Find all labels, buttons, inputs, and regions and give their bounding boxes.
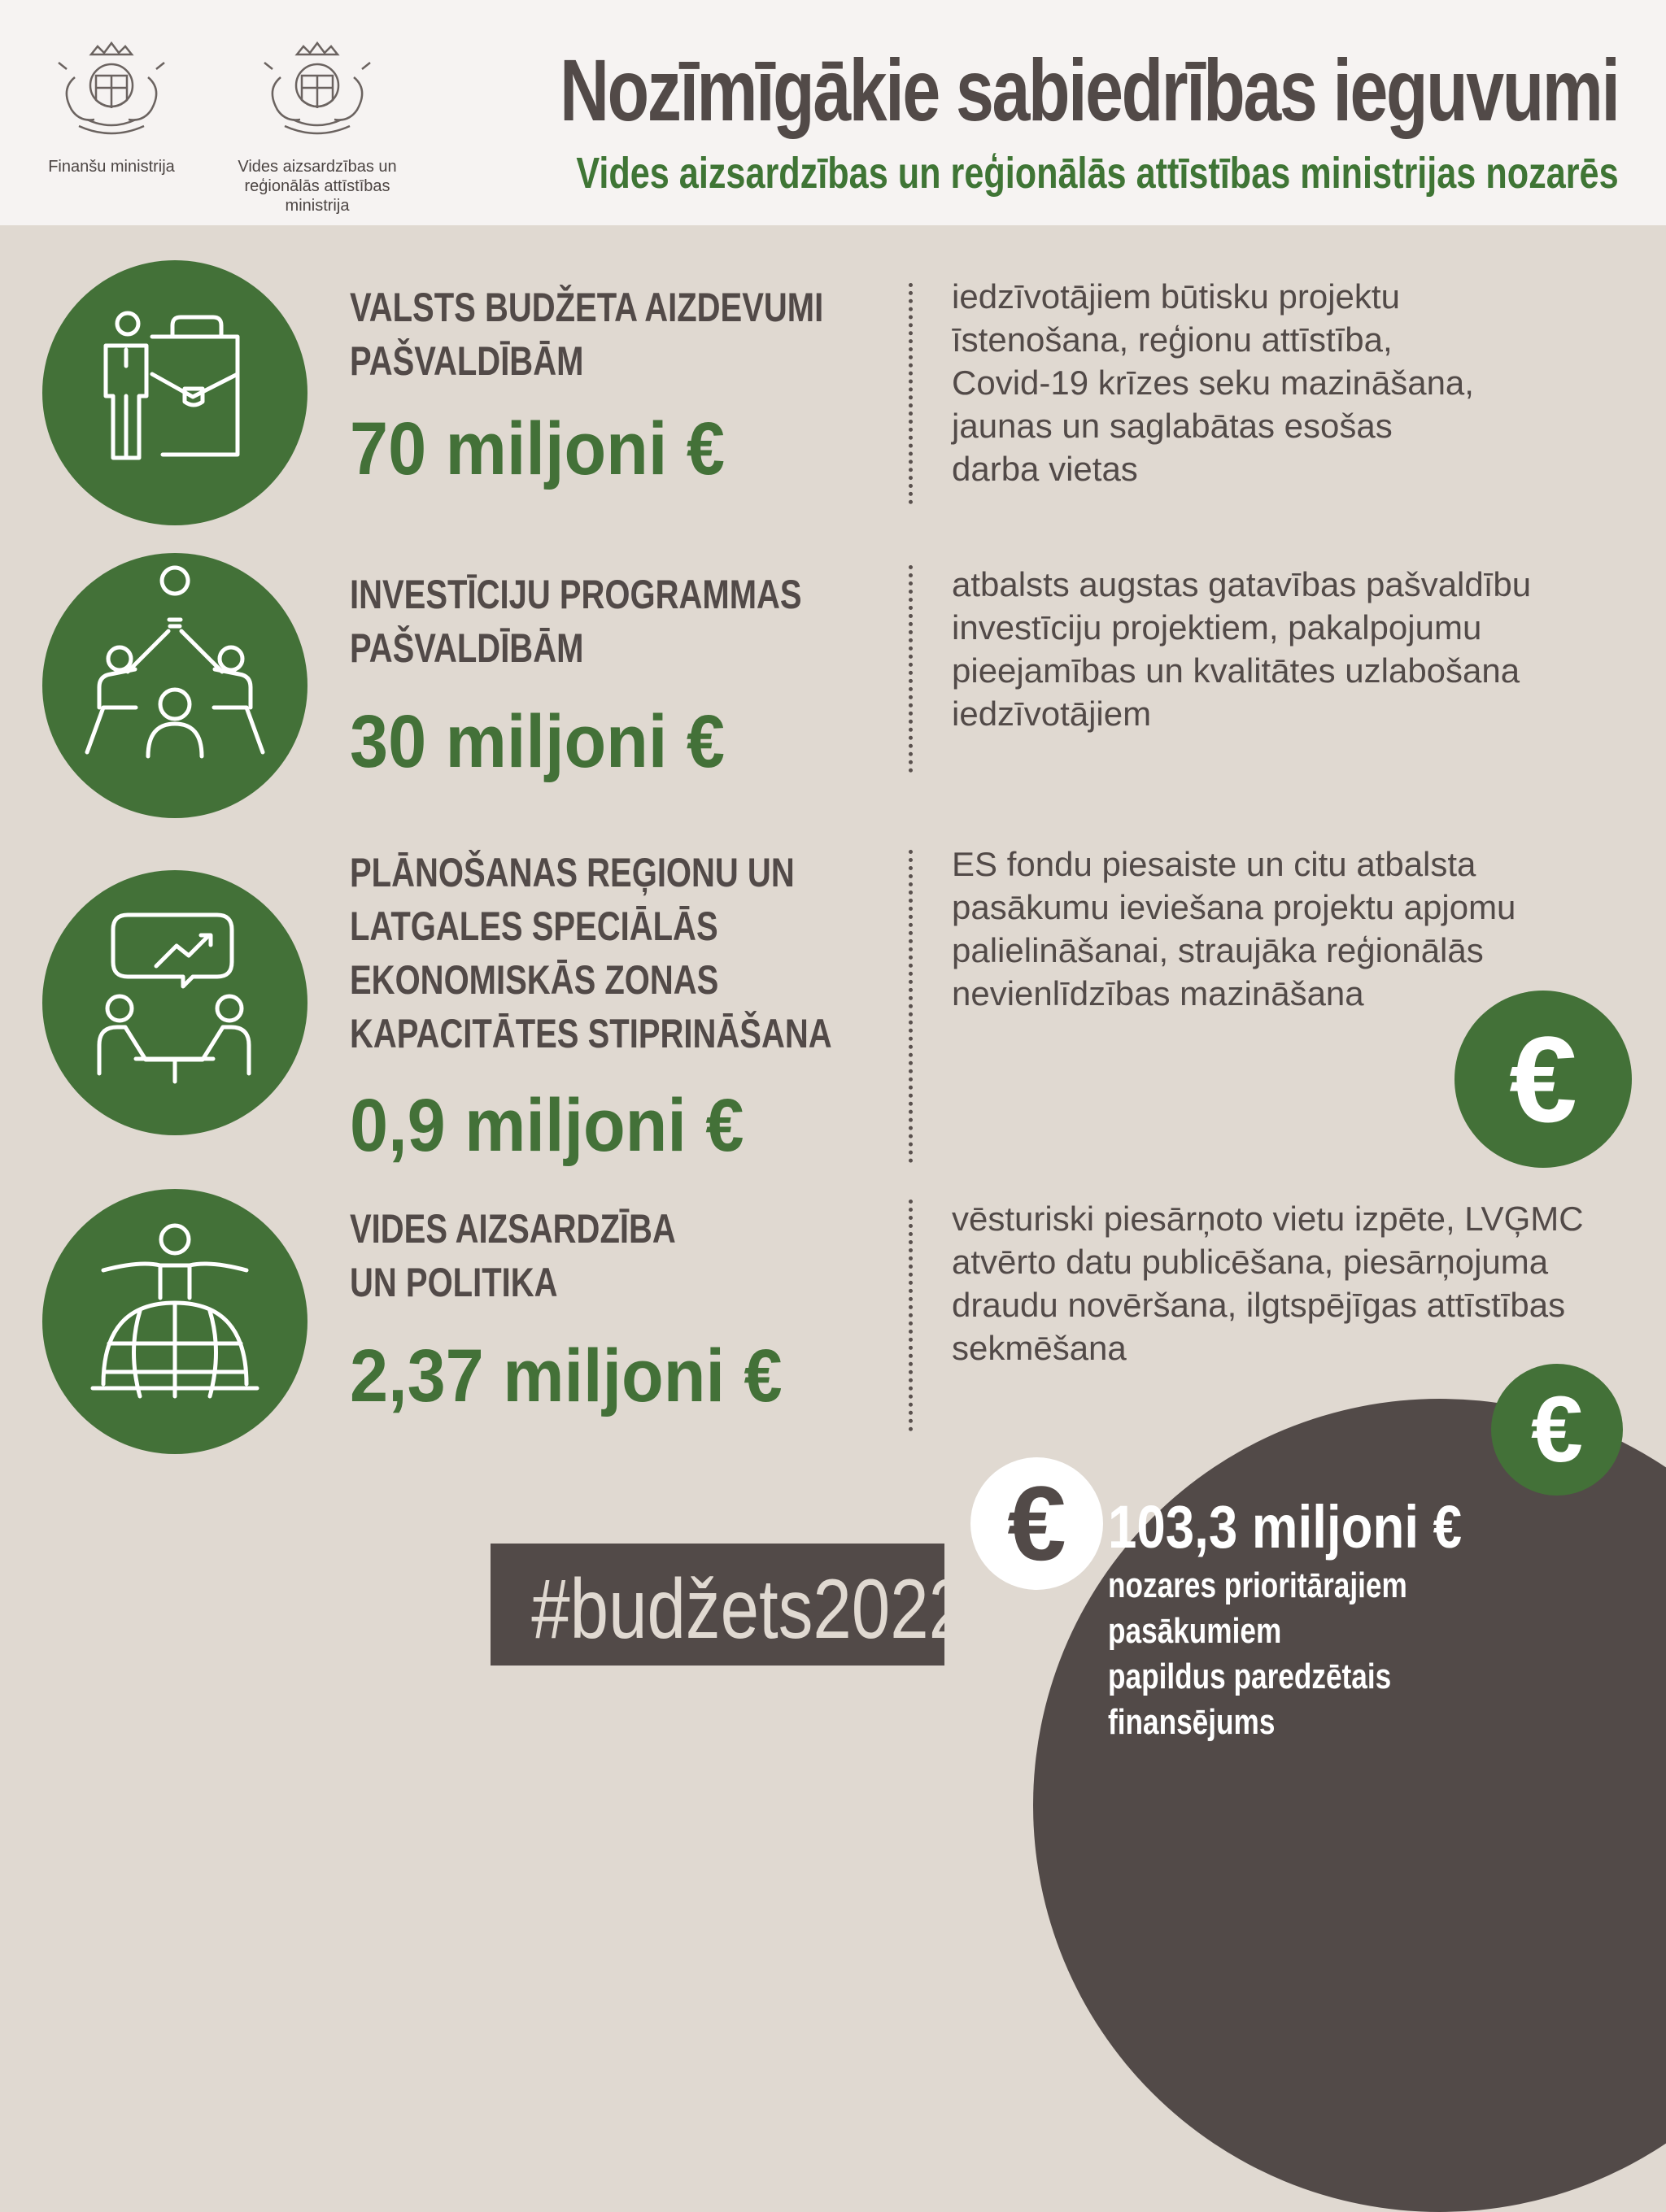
team-idea-icon xyxy=(42,553,307,818)
item-4-title: VIDES AIZSARDZĪBA UN POLITIKA xyxy=(350,1206,676,1305)
euro-icon-white: € xyxy=(970,1457,1103,1590)
person-briefcase-icon xyxy=(42,260,307,525)
total-label: nozares prioritārajiem pasākumiem papildus paredzētais finansējums xyxy=(1108,1565,1407,1742)
divider xyxy=(909,565,913,773)
item-3-title: PLĀNOŠANAS REĢIONU UN LATGALES SPECIĀLĀS EKONOMISKĀS ZONAS KAPACITĀTES STIPRINĀŠANA xyxy=(350,850,832,1056)
item-2-icon-circle xyxy=(42,553,307,818)
total-amount: 103,3 miljoni € xyxy=(1108,1493,1463,1561)
divider xyxy=(909,1200,913,1431)
item-2-title: INVESTĪCIJU PROGRAMMAS PAŠVALDĪBĀM xyxy=(350,572,802,671)
logo-finance-ministry xyxy=(6,37,217,176)
item-3-amount: 0,9 miljoni € xyxy=(350,1084,744,1167)
page-title: Nozīmīgākie sabiedrības ieguvumi xyxy=(560,41,1619,139)
item-1-description: iedzīvotājiem būtisku projektu īstenošana, reģionu attīstība, Covid-19 krīzes seku mazināšana, jaunas un saglabātas esošas darba vietas xyxy=(952,277,1474,488)
logo-caption: Finanšu ministrija xyxy=(48,158,175,176)
header xyxy=(0,0,1666,225)
hashtag-box xyxy=(491,1544,968,1666)
divider xyxy=(909,850,913,1163)
logo-environment-ministry xyxy=(212,37,423,216)
hashtag: #budžets2022 xyxy=(531,1562,968,1657)
divider xyxy=(909,283,913,504)
euro-badge-small: € xyxy=(1491,1364,1623,1496)
item-1-amount: 70 miljoni € xyxy=(350,407,725,490)
item-3-description: ES fondu piesaiste un citu atbalsta pasākumu ieviešana projektu apjomu palielināšanai, straujāka reģionālās nevienlīdzības mazināšana xyxy=(952,845,1516,1012)
item-4-amount: 2,37 miljoni € xyxy=(350,1335,783,1417)
item-4-icon-circle xyxy=(42,1189,307,1454)
person-globe-icon xyxy=(42,1189,307,1454)
item-1-title: VALSTS BUDŽETA AIZDEVUMI PAŠVALDĪBĀM xyxy=(350,285,824,384)
item-2-description: atbalsts augstas gatavības pašvaldību investīciju projektiem, pakalpojumu pieejamības un kvalitātes uzlabošana iedzīvotājiem xyxy=(952,565,1532,733)
coat-of-arms-icon xyxy=(248,37,386,150)
item-1-icon-circle xyxy=(42,260,307,525)
coat-of-arms-icon xyxy=(42,37,181,150)
item-3-icon-circle xyxy=(42,870,307,1135)
item-4-description: vēsturiski piesārņoto vietu izpēte, LVĢMC atvērto datu publicēšana, piesārņojuma draudu novēršana, ilgtspējīgas attīstības sekmēšana xyxy=(952,1200,1584,1367)
page-subtitle: Vides aizsardzības un reģionālās attīstības ministrijas nozarēs xyxy=(576,149,1619,198)
item-2-amount: 30 miljoni € xyxy=(350,700,725,783)
logo-caption: Vides aizsardzības un reģionālās attīstības ministrija xyxy=(238,158,397,215)
meeting-growth-icon xyxy=(42,870,307,1135)
euro-badge: € xyxy=(1454,991,1632,1168)
